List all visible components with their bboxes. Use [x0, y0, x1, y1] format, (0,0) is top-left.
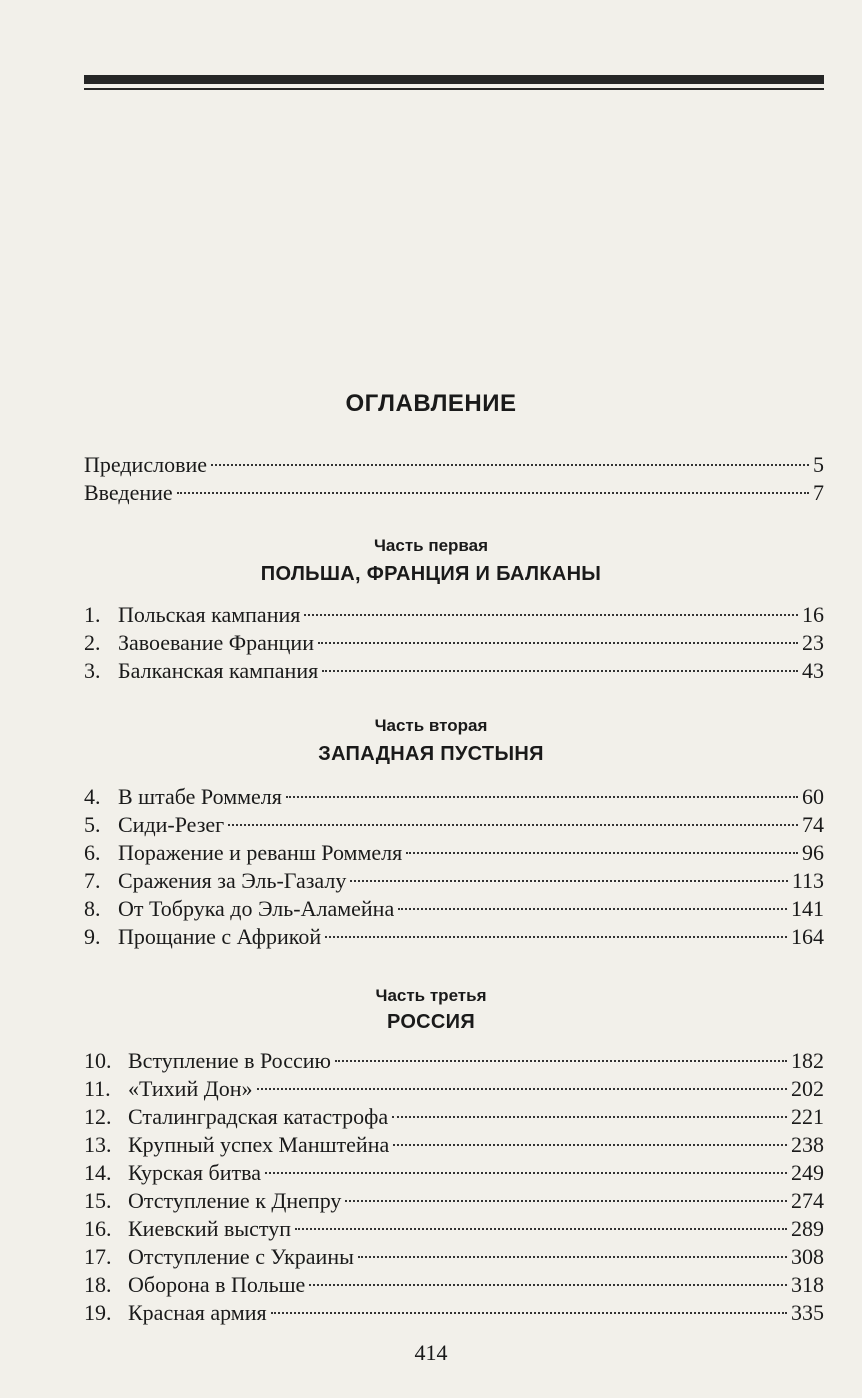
toc-entry-chapter[interactable] — [84, 1298, 824, 1328]
chapter-number: 1. — [84, 602, 101, 627]
dot-leader — [325, 936, 787, 938]
chapter-number: 2. — [84, 630, 101, 655]
toc-entry-introduction[interactable] — [84, 478, 824, 508]
toc-entry-chapter[interactable] — [84, 782, 824, 812]
chapter-number: 15. — [84, 1188, 112, 1213]
chapter-number: 12. — [84, 1104, 112, 1129]
part-title: ПОЛЬША, ФРАНЦИЯ И БАЛКАНЫ — [260, 563, 602, 585]
entry-page: 202 — [791, 1076, 824, 1101]
chapter-number: 16. — [84, 1216, 112, 1241]
dot-leader — [335, 1060, 787, 1062]
dot-leader — [392, 1116, 787, 1118]
entry-label: В штабе Роммеля — [118, 784, 282, 809]
toc-entry-chapter[interactable] — [84, 1186, 824, 1216]
part-label: Часть первая — [373, 536, 489, 555]
toc-entry-chapter[interactable] — [84, 1074, 824, 1104]
entry-page: 274 — [791, 1188, 824, 1213]
chapter-number: 14. — [84, 1160, 112, 1185]
dot-leader — [398, 908, 787, 910]
entry-page: 289 — [791, 1216, 824, 1241]
entry-label: Предисловие — [84, 452, 207, 477]
chapter-number: 9. — [84, 924, 101, 949]
dot-leader — [318, 642, 798, 644]
toc-entry-chapter[interactable] — [84, 1158, 824, 1188]
entry-label: Красная армия — [128, 1300, 267, 1325]
page-number: 414 — [414, 1340, 448, 1365]
entry-label: Оборона в Польше — [128, 1272, 306, 1297]
chapter-number: 19. — [84, 1300, 112, 1325]
entry-page: 113 — [791, 868, 824, 893]
entry-label: Сражения за Эль-Газалу — [118, 868, 347, 893]
dot-leader — [295, 1228, 787, 1230]
chapter-number: 17. — [84, 1244, 112, 1269]
entry-label: Сиди-Резег — [118, 812, 225, 837]
dot-leader — [358, 1256, 787, 1258]
entry-page: 16 — [802, 602, 824, 627]
toc-entry-chapter[interactable] — [84, 866, 824, 896]
entry-label: Курская битва — [128, 1160, 261, 1185]
chapter-number: 7. — [84, 868, 101, 893]
entry-page: 335 — [791, 1300, 824, 1325]
dot-leader — [309, 1284, 787, 1286]
entry-page: 221 — [791, 1104, 824, 1129]
toc-entry-chapter[interactable] — [84, 838, 824, 868]
entry-page: 238 — [791, 1132, 824, 1157]
toc-entry-chapter[interactable] — [84, 922, 824, 952]
dot-leader — [257, 1088, 788, 1090]
toc-entry-chapter[interactable] — [84, 894, 824, 924]
toc-entry-chapter[interactable] — [84, 1130, 824, 1160]
entry-page: 182 — [791, 1048, 824, 1073]
toc-entry-chapter[interactable] — [84, 600, 824, 630]
entry-page: 318 — [791, 1272, 824, 1297]
entry-label: Балканская кампания — [118, 658, 319, 683]
chapter-number: 3. — [84, 658, 101, 683]
dot-leader — [271, 1312, 787, 1314]
entry-label: От Тобрука до Эль-Аламейна — [118, 896, 395, 921]
dot-leader — [211, 464, 809, 466]
entry-label: Отступление с Украины — [128, 1244, 354, 1269]
part-title: РОССИЯ — [386, 1011, 476, 1033]
entry-label: «Тихий Дон» — [128, 1076, 253, 1101]
entry-page: 7 — [813, 480, 824, 505]
entry-label: Польская кампания — [118, 602, 301, 627]
toc-title: ОГЛАВЛЕНИЕ — [345, 390, 517, 417]
entry-label: Вступление в Россию — [128, 1048, 331, 1073]
entry-label: Крупный успех Манштейна — [128, 1132, 390, 1157]
chapter-number: 10. — [84, 1048, 112, 1073]
toc-entry-chapter[interactable] — [84, 1242, 824, 1272]
toc-entry-chapter[interactable] — [84, 810, 824, 840]
header-rule-thin — [84, 88, 824, 90]
part-label: Часть вторая — [374, 716, 488, 735]
dot-leader — [177, 492, 809, 494]
entry-page: 164 — [791, 924, 824, 949]
chapter-number: 4. — [84, 784, 101, 809]
dot-leader — [304, 614, 798, 616]
entry-label: Завоевание Франции — [118, 630, 314, 655]
part-label: Часть третья — [375, 986, 487, 1005]
entry-page: 5 — [813, 452, 824, 477]
entry-page: 96 — [802, 840, 824, 865]
toc-entry-chapter[interactable] — [84, 1214, 824, 1244]
chapter-number: 5. — [84, 812, 101, 837]
toc-entry-chapter[interactable] — [84, 1102, 824, 1132]
entry-label: Сталинградская катастрофа — [128, 1104, 389, 1129]
dot-leader — [265, 1172, 787, 1174]
chapter-number: 11. — [84, 1076, 111, 1101]
dot-leader — [228, 824, 798, 826]
entry-page: 74 — [802, 812, 824, 837]
entry-page: 249 — [791, 1160, 824, 1185]
toc-entry-chapter[interactable] — [84, 628, 824, 658]
chapter-number: 8. — [84, 896, 101, 921]
chapter-number: 13. — [84, 1132, 112, 1157]
entry-page: 60 — [802, 784, 824, 809]
header-rule-thick — [84, 75, 824, 84]
entry-label: Поражение и реванш Роммеля — [118, 840, 403, 865]
chapter-number: 18. — [84, 1272, 112, 1297]
dot-leader — [350, 880, 787, 882]
chapter-number: 6. — [84, 840, 101, 865]
entry-label: Киевский выступ — [128, 1216, 292, 1241]
toc-entry-chapter[interactable] — [84, 656, 824, 686]
dot-leader — [345, 1200, 787, 1202]
part-title: ЗАПАДНАЯ ПУСТЫНЯ — [318, 743, 544, 765]
dot-leader — [393, 1144, 787, 1146]
entry-label: Введение — [84, 480, 173, 505]
entry-label: Прощание с Африкой — [118, 924, 322, 949]
entry-page: 308 — [791, 1244, 824, 1269]
toc-entry-preface[interactable] — [84, 450, 824, 480]
entry-page: 141 — [791, 896, 824, 921]
dot-leader — [286, 796, 798, 798]
dot-leader — [406, 852, 798, 854]
toc-entry-chapter[interactable] — [84, 1270, 824, 1300]
entry-page: 43 — [802, 658, 824, 683]
dot-leader — [322, 670, 798, 672]
toc-entry-chapter[interactable] — [84, 1046, 824, 1076]
entry-page: 23 — [802, 630, 824, 655]
entry-label: Отступление к Днепру — [128, 1188, 342, 1213]
